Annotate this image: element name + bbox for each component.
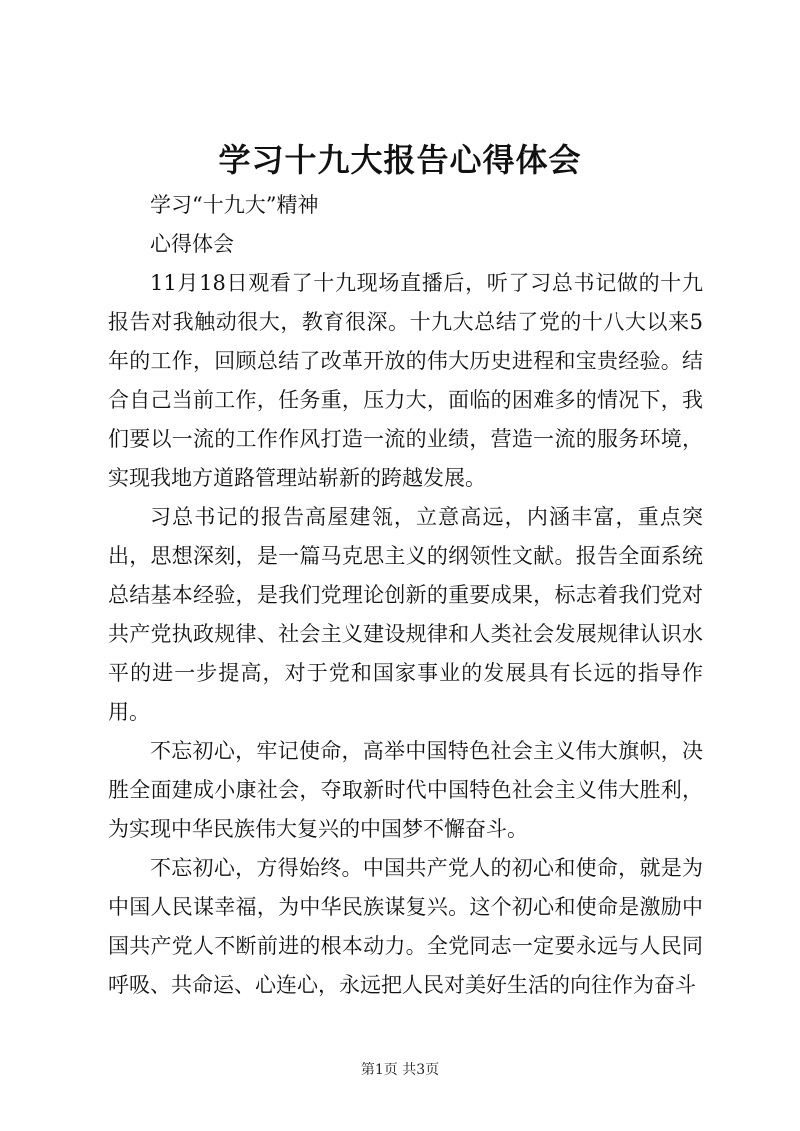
body-paragraph: 不忘初心，牢记使命，高举中国特色社会主义伟大旗帜，决胜全面建成小康社会，夺取新时代中国特色社会主义伟大胜利，为实现中华民族伟大复兴的中国梦不懈奋斗。 [108,739,703,841]
body-paragraph: 习总书记的报告高屋建瓴，立意高远，内涵丰富，重点突出，思想深刻，是一篇马克思主义的纲领性文献。报告全面系统总结基本经验，是我们党理论创新的重要成果，标志着我们党对共产党执政规律、社会主义建设规律和人类社会发展规律认识水平的进一步提高，对于党和国家事业的发展具有长远的指导作用。 [108,505,703,724]
page-indicator: 第1页 共3页 [360,1062,440,1078]
body-paragraph: 不忘初心，方得始终。中国共产党人的初心和使命，就是为中国人民谋幸福，为中华民族谋复兴。这个初心和使命是激励中国共产党人不断前进的根本动力。全党同志一定要永远与人民同呼吸、共命运、心连心，永远把人民对美好生活的向往作为奋斗 [108,856,703,997]
subtitle-line: 心得体会 [150,232,234,256]
subtitle-line: 学习“十九大”精神 [150,193,319,217]
document-title: 学习十九大报告心得体会 [218,141,582,179]
document-body [108,186,703,1005]
body-paragraph: 11月18日观看了十九现场直播后，听了习总书记做的十九报告对我触动很大，教育很深。十九大总结了党的十八大以来5年的工作，回顾总结了改革开放的伟大历史进程和宝贵经验。结合自己当前工作，任务重，压力大，面临的困难多的情况下，我们要以一流的工作作风打造一流的业绩，营造一流的服务环境，实现我地方道路管理站崭新的跨越发展。 [108,271,703,490]
